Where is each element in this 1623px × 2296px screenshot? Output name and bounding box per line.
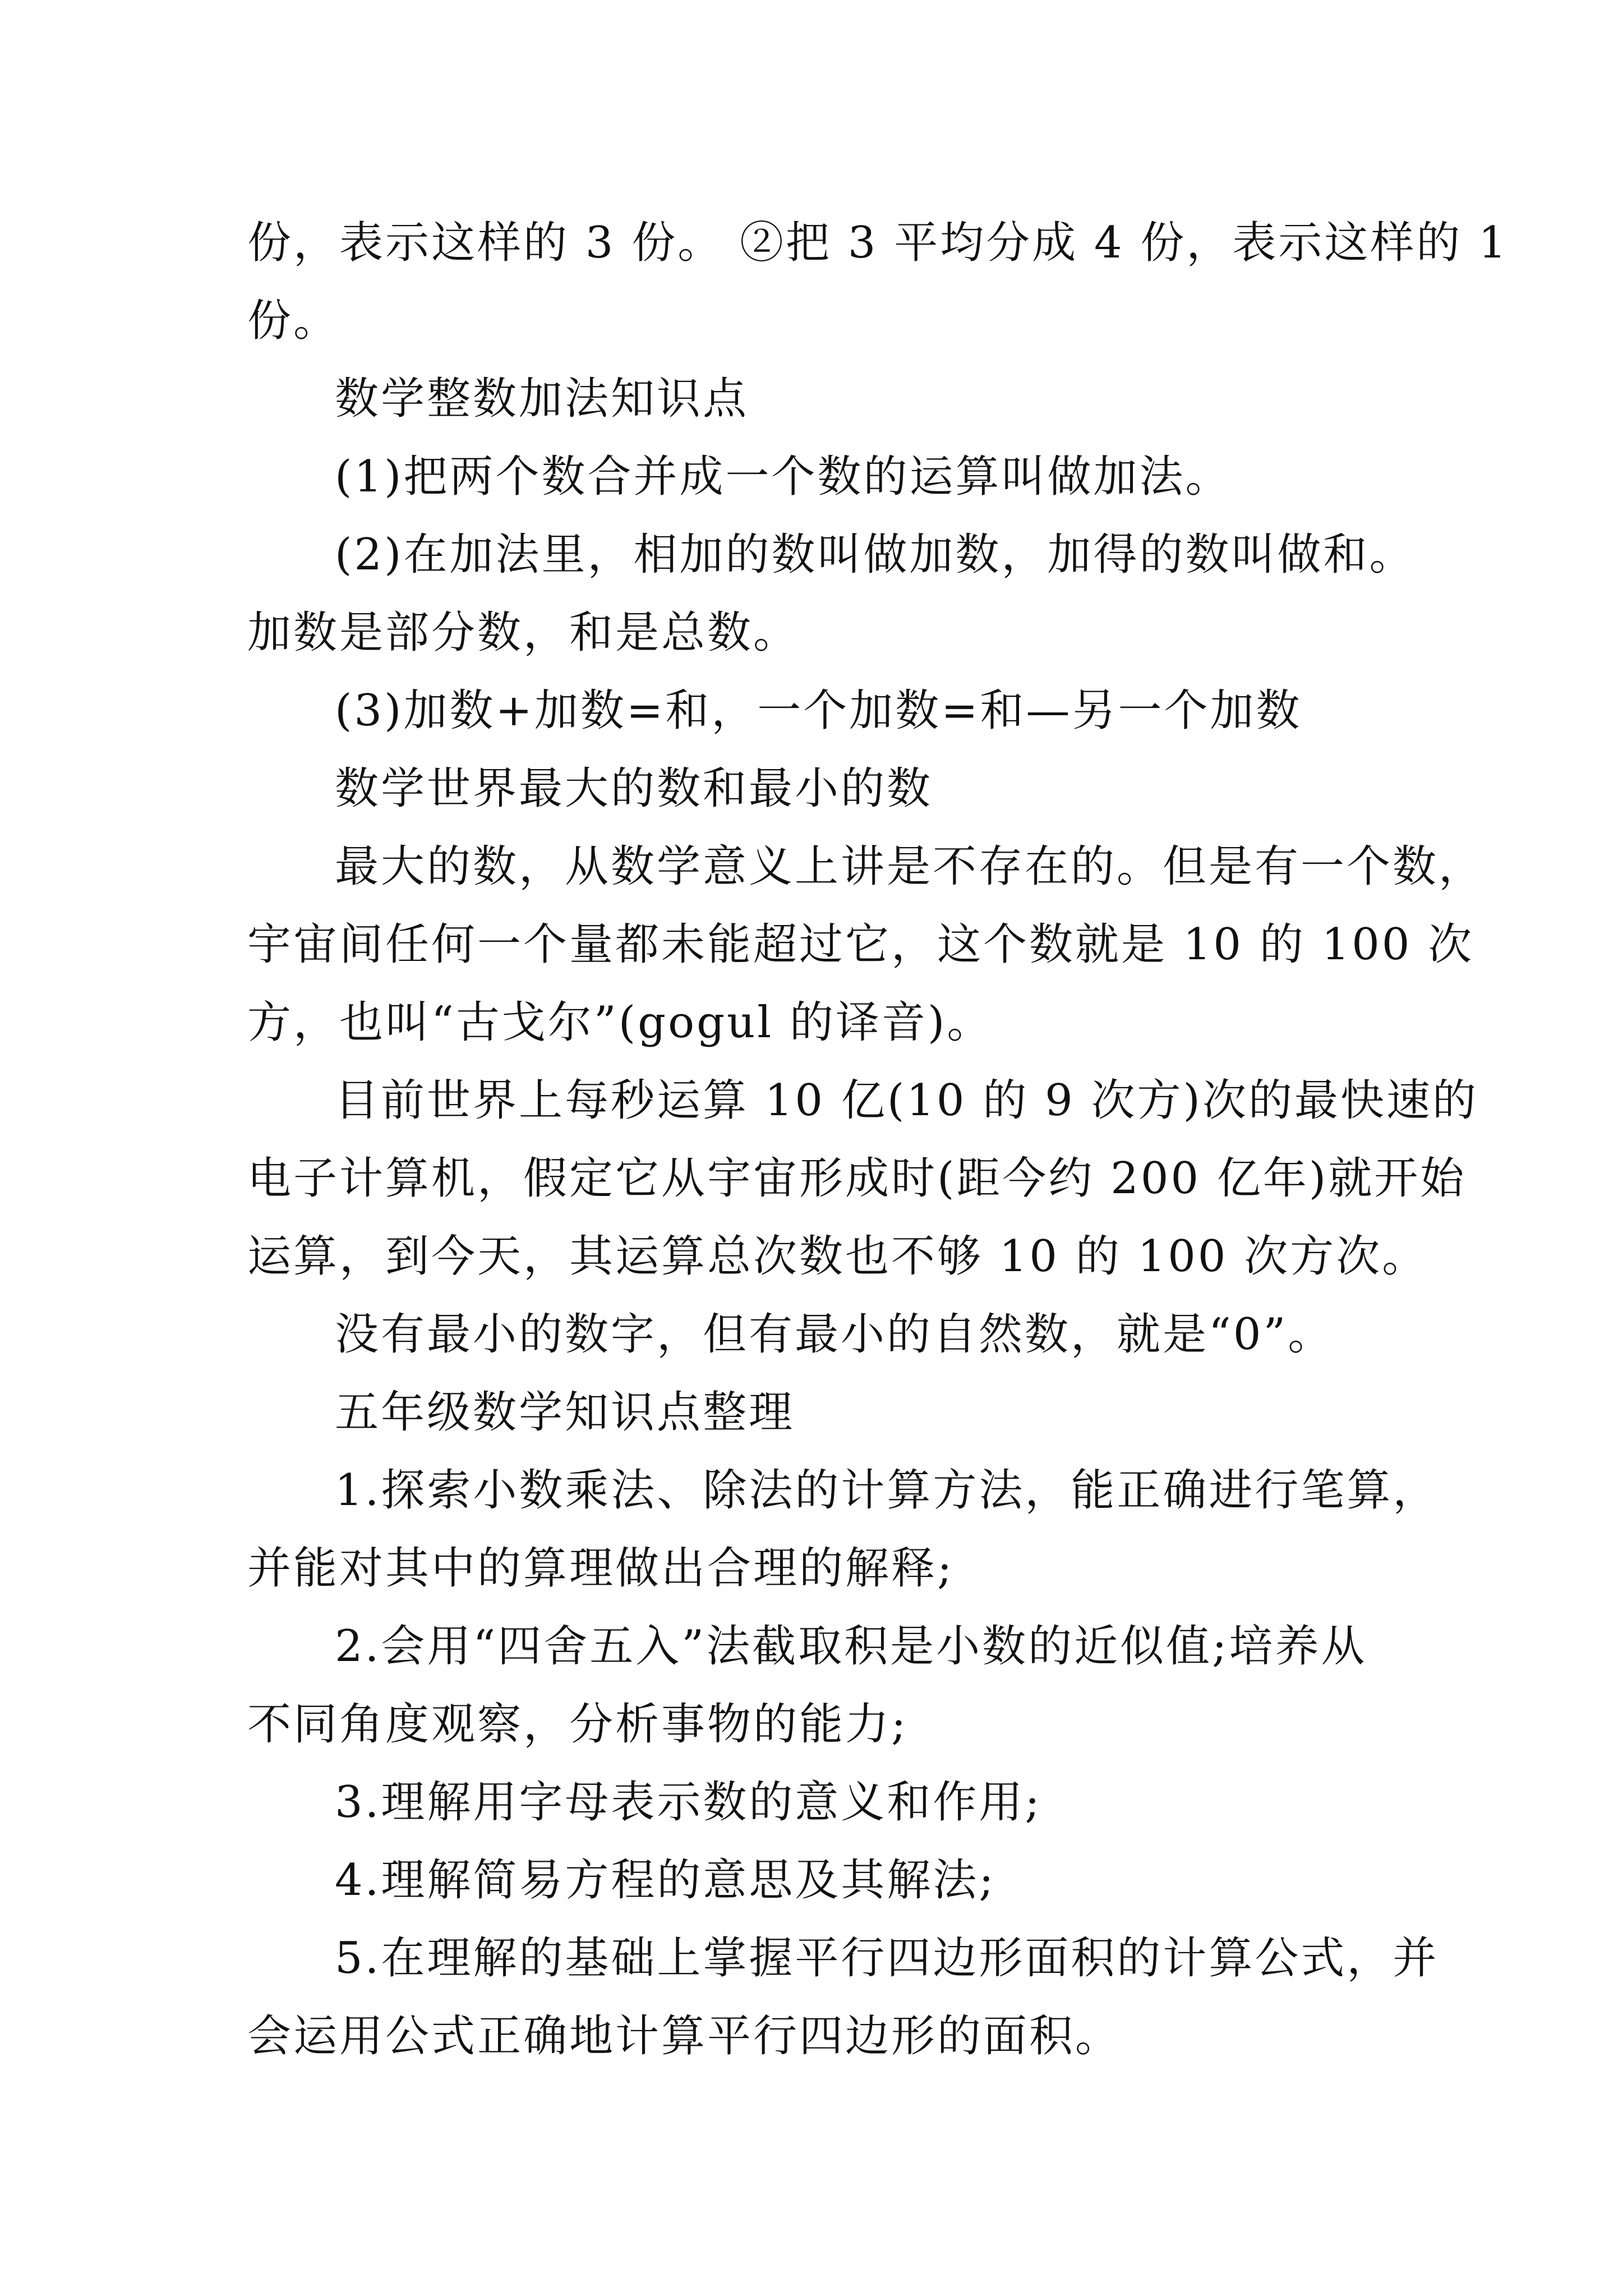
body-line: 最大的数，从数学意义上讲是不存在的。但是有一个数， [335, 841, 1485, 892]
body-line: 电子计算机，假定它从宇宙形成时(距今约 200 亿年)就开始 [247, 1153, 1467, 1204]
body-line: 份，表示这样的 3 份。 ②把 3 平均分成 4 份，表示这样的 1 [247, 218, 1509, 268]
body-line: 2.会用“四舍五入”法截取积是小数的近似值;培养从 [335, 1621, 1367, 1672]
body-line: 运算，到今天，其运算总次数也不够 10 的 100 次方次。 [247, 1231, 1428, 1282]
body-line: 4.理解简易方程的意思及其解法; [335, 1855, 996, 1906]
body-line: 3.理解用字母表示数的意义和作用; [335, 1777, 1042, 1828]
body-line: 目前世界上每秒运算 10 亿(10 的 9 次方)次的最快速的 [335, 1075, 1478, 1126]
body-line: (1)把两个数合并成一个数的运算叫做加法。 [335, 452, 1232, 502]
body-line: 会运用公式正确地计算平行四边形的面积。 [247, 2011, 1122, 2062]
body-line: 没有最小的数字，但有最小的自然数，就是“0”。 [335, 1309, 1334, 1360]
body-line: 加数是部分数，和是总数。 [247, 608, 800, 658]
body-line: 份。 [247, 296, 340, 346]
section-heading: 五年级数学知识点整理 [335, 1387, 795, 1438]
body-line: (2)在加法里，相加的数叫做加数，加得的数叫做和。 [335, 530, 1415, 580]
body-line: 宇宙间任何一个量都未能超过它，这个数就是 10 的 100 次 [247, 919, 1474, 970]
body-line: 5.在理解的基础上掌握平行四边形面积的计算公式，并 [335, 1933, 1439, 1984]
body-line: (3)加数+加数=和，一个加数=和—另一个加数 [335, 685, 1302, 736]
section-heading: 数学世界最大的数和最小的数 [335, 763, 933, 814]
body-line: 并能对其中的算理做出合理的解释; [247, 1543, 955, 1594]
section-heading: 数学整数加法知识点 [335, 374, 749, 424]
body-line: 1.探索小数乘法、除法的计算方法，能正确进行笔算， [335, 1465, 1439, 1516]
body-line: 不同角度观察，分析事物的能力; [247, 1699, 909, 1750]
body-line: 方，也叫“古戈尔”(gogul 的译音)。 [247, 997, 993, 1048]
